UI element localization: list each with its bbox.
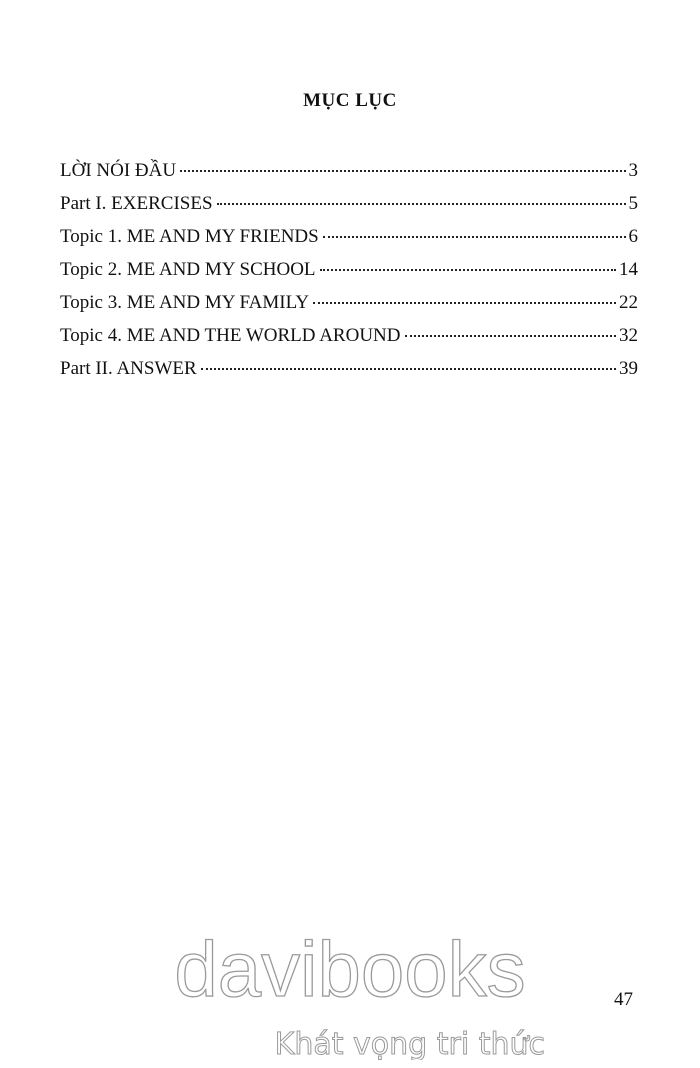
- toc-entry-page: 39: [619, 358, 638, 379]
- toc-entry-page: 32: [619, 325, 638, 346]
- dot-leader: [313, 302, 616, 304]
- watermark-tagline: Khát vọng tri thức: [274, 1027, 545, 1060]
- page-number: 47: [614, 989, 633, 1010]
- toc-entry-page: 14: [619, 259, 638, 280]
- toc-entry: [60, 358, 638, 391]
- toc-entry-label: Topic 3. ME AND MY FAMILY: [60, 292, 310, 313]
- toc-entry-label: Topic 2. ME AND MY SCHOOL: [60, 259, 316, 280]
- dot-leader: [320, 269, 616, 271]
- toc-entry: [60, 292, 638, 325]
- toc-entry: [60, 160, 638, 193]
- toc-entry-page: 6: [628, 226, 638, 247]
- toc-title: MỤC LỤC: [303, 90, 397, 111]
- toc-entry-label: Topic 1. ME AND MY FRIENDS: [60, 226, 319, 247]
- table-of-contents: [60, 160, 638, 391]
- dot-leader: [201, 368, 616, 370]
- dot-leader: [217, 203, 626, 205]
- toc-entry: [60, 226, 638, 259]
- toc-entry: [60, 259, 638, 292]
- dot-leader: [323, 236, 626, 238]
- dot-leader: [180, 170, 625, 172]
- toc-entry-label: Part II. ANSWER: [60, 358, 197, 379]
- toc-entry-label: Part I. EXERCISES: [60, 193, 213, 214]
- toc-entry-page: 22: [619, 292, 638, 313]
- watermark-brand: davibooks: [174, 928, 526, 1013]
- dot-leader: [405, 335, 617, 337]
- toc-entry-label: LỜI NÓI ĐẦU: [60, 160, 177, 181]
- toc-entry: [60, 325, 638, 358]
- toc-entry-label: Topic 4. ME AND THE WORLD AROUND: [60, 325, 401, 346]
- toc-entry: [60, 193, 638, 226]
- toc-entry-page: 3: [628, 160, 638, 181]
- toc-entry-page: 5: [628, 193, 638, 214]
- davibooks-watermark-logo: [150, 928, 550, 1060]
